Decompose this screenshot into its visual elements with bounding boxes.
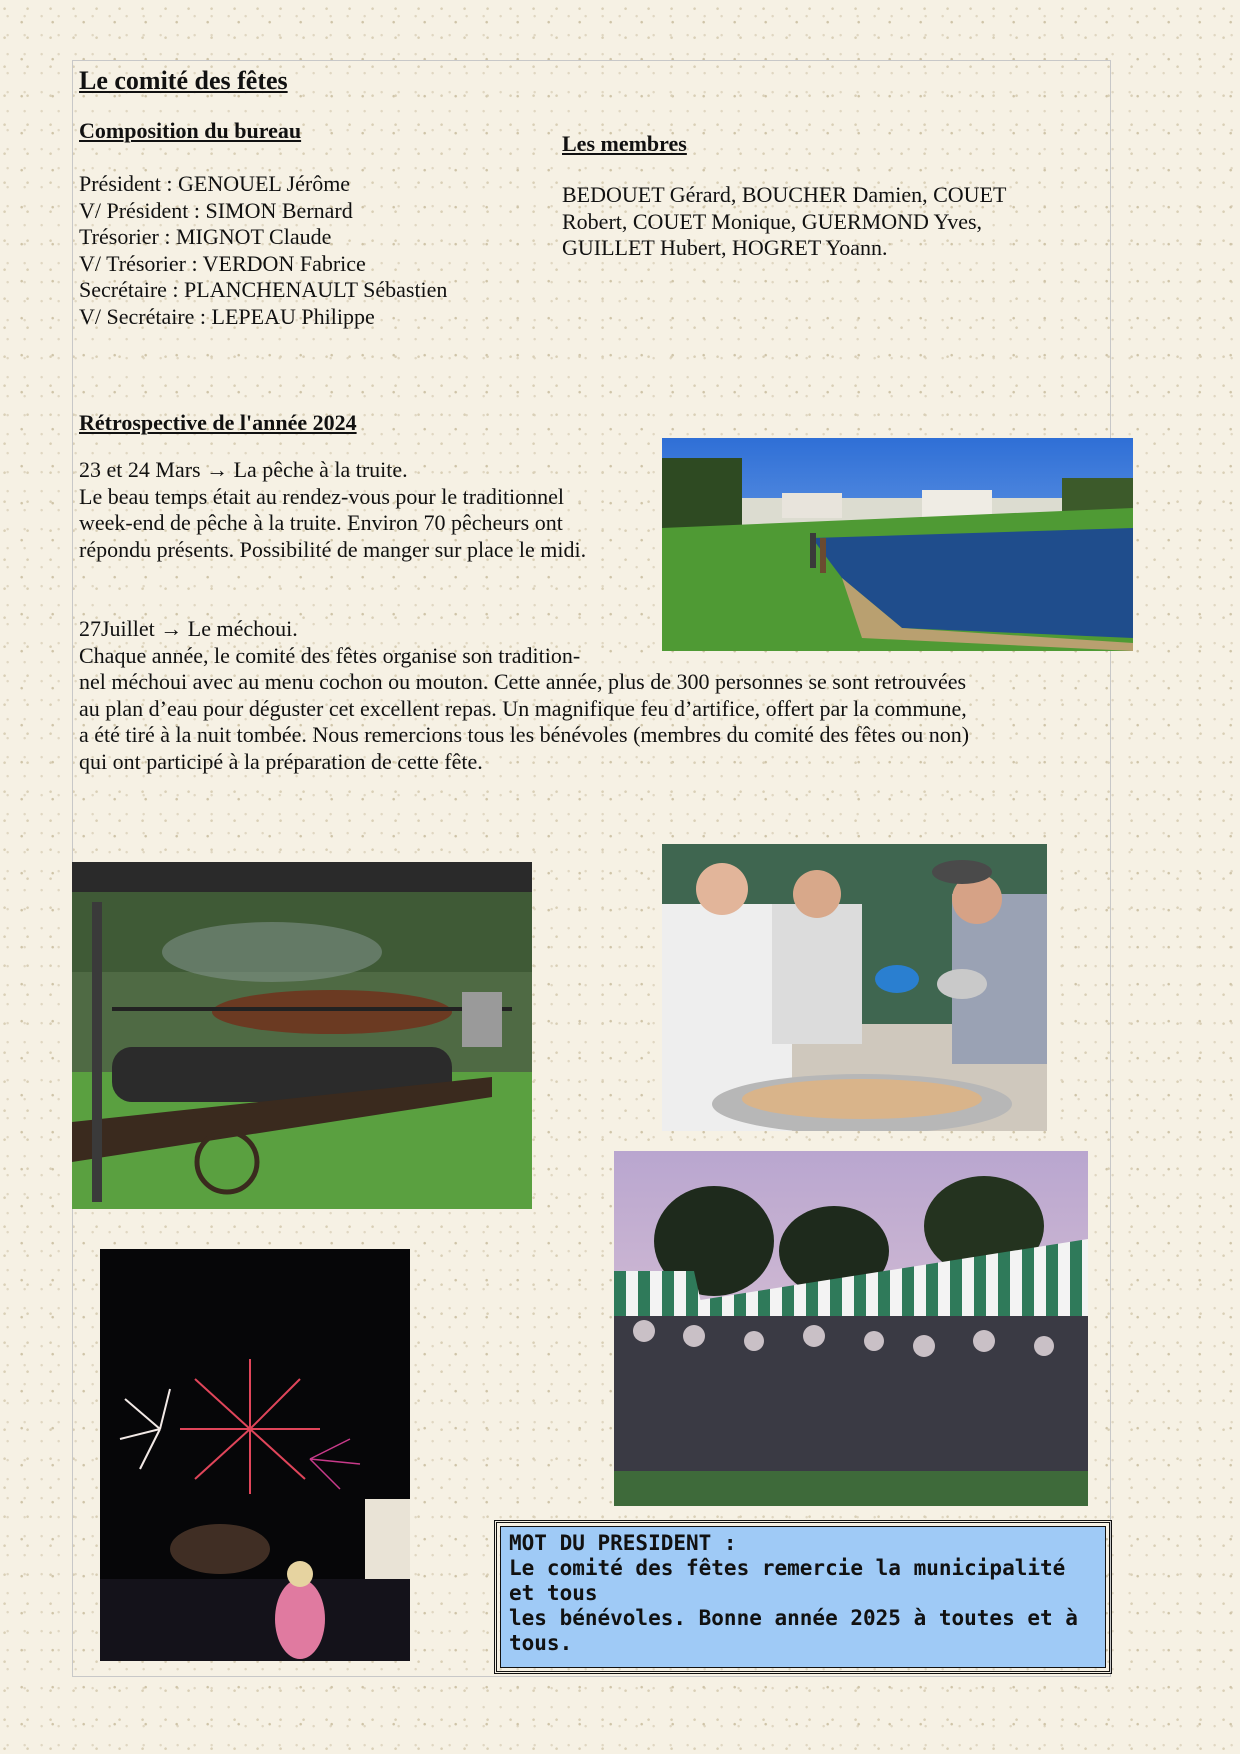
mechoui-line: a été tiré à la nuit tombée. Nous remercions tous les bénévoles (membres du comité des fêtes ou non): [79, 722, 970, 747]
page-title: Le comité des fêtes: [79, 66, 288, 95]
bureau-heading: Composition du bureau: [79, 118, 302, 143]
membres-line: GUILLET Hubert, HOGRET Yoann.: [562, 235, 888, 260]
mechoui-line: qui ont participé à la préparation de cette fête.: [79, 748, 483, 774]
membres-heading: Les membres: [562, 131, 687, 156]
crowd-tent-photo: [614, 1151, 1088, 1506]
mot-du-president-panel: [500, 1526, 1106, 1668]
bureau-line: Secrétaire : PLANCHENAULT Sébastien: [79, 277, 448, 302]
mechoui-line: nel méchoui avec au menu cochon ou mouton. Cette année, plus de 300 personnes se sont retrouvées: [79, 669, 967, 694]
peche-line: répondu présents. Possibilité de manger sur place le midi.: [79, 536, 587, 562]
bureau-line: V/ Président : SIMON Bernard: [79, 197, 353, 223]
peche-line: Le beau temps était au rendez-vous pour le traditionnel: [79, 483, 565, 509]
spit-roast-photo: [72, 862, 532, 1209]
bureau-list: [79, 171, 447, 330]
bureau-line: V/ Secrétaire : LEPEAU Philippe: [79, 303, 375, 329]
membres-line: Robert, COUET Monique, GUERMOND Yves,: [562, 208, 983, 234]
peche-line: 23 et 24 Mars → La pêche à la truite.: [79, 457, 408, 482]
bureau-line: Trésorier : MIGNOT Claude: [79, 224, 332, 249]
bureau-line: V/ Trésorier : VERDON Fabrice: [79, 250, 366, 276]
mechoui-line: Chaque année, le comité des fêtes organise son tradition-: [79, 642, 581, 668]
peche-text: [79, 457, 586, 563]
mot-heading: MOT DU PRESIDENT :: [509, 1531, 737, 1555]
mot-line: Le comité des fêtes remercie la municipalité et tous: [509, 1556, 1066, 1605]
peche-line: week-end de pêche à la truite. Environ 70 pêcheurs ont: [79, 510, 563, 535]
retro-heading: Rétrospective de l'année 2024: [79, 410, 357, 435]
fireworks-photo: [100, 1249, 410, 1661]
mot-du-president-box: [494, 1520, 1112, 1674]
membres-list: [562, 182, 1006, 262]
mot-line: les bénévoles. Bonne année 2025 à toutes et à tous.: [509, 1606, 1078, 1655]
volunteers-cooking-photo: [662, 844, 1047, 1131]
bureau-line: Président : GENOUEL Jérôme: [79, 171, 351, 196]
mechoui-line: au plan d’eau pour déguster cet excellent repas. Un magnifique feu d’artifice, offert par la commune,: [79, 695, 967, 721]
membres-line: BEDOUET Gérard, BOUCHER Damien, COUET: [562, 182, 1007, 207]
mechoui-line: 27Juillet → Le méchoui.: [79, 616, 298, 641]
pond-fishing-photo: [662, 438, 1133, 651]
